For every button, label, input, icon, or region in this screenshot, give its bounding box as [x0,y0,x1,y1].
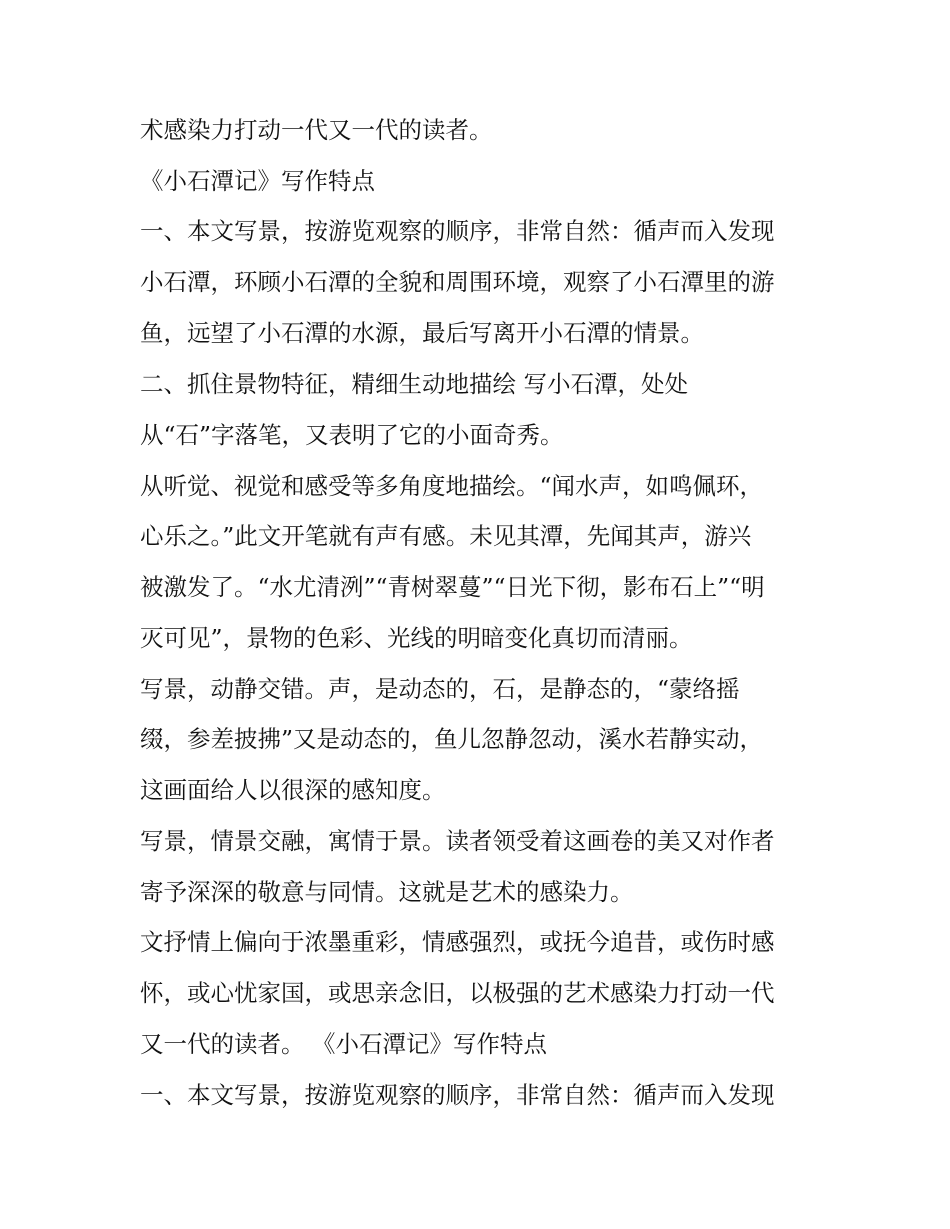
text-line-20: 一、本文写景，按游览观察的顺序，非常自然：循声而入发现 [140,1081,775,1109]
text-line-7: 从“石”字落笔，又表明了它的小面奇秀。 [140,421,564,449]
text-line-16: 寄予深深的敬意与同情。这就是艺术的感染力。 [140,878,634,906]
text-line-3: 一、本文写景，按游览观察的顺序，非常自然：循声而入发现 [140,217,775,245]
text-line-1: 术感染力打动一代又一代的读者。 [140,116,493,144]
text-line-11: 灭可见”，景物的色彩、光线的明暗变化真切而清丽。 [140,624,693,652]
text-line-6: 二、抓住景物特征，精细生动地描绘 写小石潭，处处 [140,370,688,398]
text-line-13: 缀，参差披拂”又是动态的，鱼儿忽静忽动，溪水若静实动， [140,725,764,753]
text-line-10: 被激发了。“水尤清洌”“青树翠蔓”“日光下彻，影布石上”“明 [140,573,765,601]
text-line-9: 心乐之。”此文开笔就有声有感。未见其潭，先闻其声，游兴 [140,522,752,550]
text-line-15: 写景，情景交融，寓情于景。读者领受着这画卷的美又对作者 [140,827,775,855]
text-line-17: 文抒情上偏向于浓墨重彩，情感强烈，或抚今追昔，或伤时感 [140,928,775,956]
text-line-4: 小石潭，环顾小石潭的全貌和周围环境，观察了小石潭里的游 [140,268,775,296]
section-heading: 《小石潭记》写作特点 [140,167,375,195]
text-line-18: 怀，或心忧家国，或思亲念旧，以极强的艺术感染力打动一代 [140,979,775,1007]
text-line-14: 这画面给人以很深的感知度。 [140,776,446,804]
text-line-19: 又一代的读者。 《小石潭记》写作特点 [140,1030,547,1058]
text-line-8: 从听觉、视觉和感受等多角度地描绘。“闻水声，如鸣佩环， [140,472,764,500]
text-line-5: 鱼，远望了小石潭的水源，最后写离开小石潭的情景。 [140,319,704,347]
text-line-12: 写景，动静交错。声，是动态的，石，是静态的，“蒙络摇 [140,675,740,703]
